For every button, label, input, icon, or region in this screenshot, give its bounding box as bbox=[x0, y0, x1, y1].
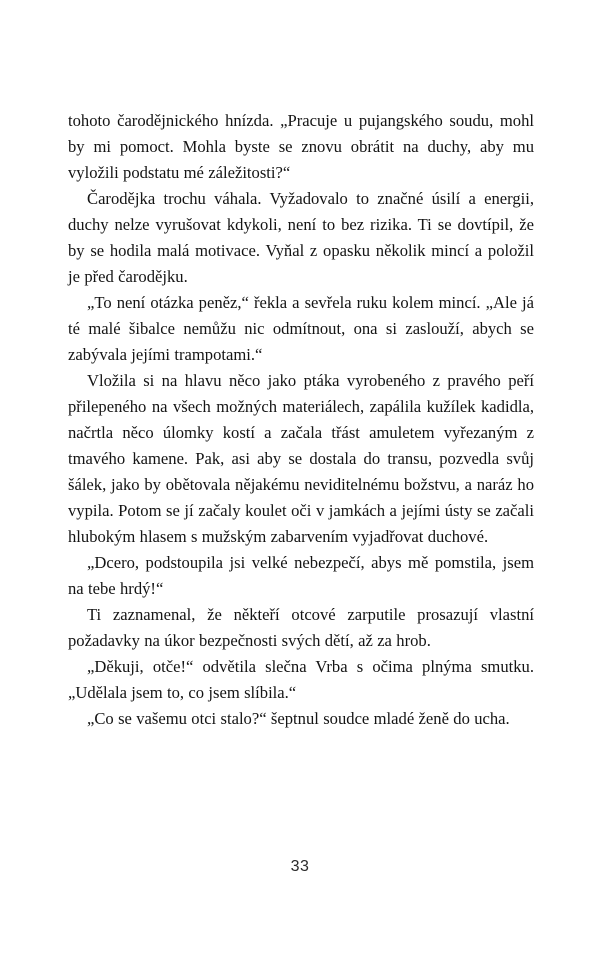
paragraph: Čarodějka trochu váhala. Vyžadovalo to značné úsilí a energii, duchy nelze vyrušovat kdykoli, není to bez rizika. Ti se dovtípil, že by se hodila malá motivace. Vyňal z opasku několik mincí a položil je před čarodějku. bbox=[68, 189, 534, 286]
paragraph: „Dcero, podstoupila jsi velké nebezpečí, abys mě pomstila, jsem na tebe hrdý!“ bbox=[68, 553, 534, 598]
paragraph: „To není otázka peněz,“ řekla a sevřela ruku kolem mincí. „Ale já té malé šibalce nemůžu nic odmítnout, ona si zaslouží, abych se zabývala jejími trampotami.“ bbox=[68, 293, 534, 364]
paragraph: tohoto čarodějnického hnízda. „Pracuje u pujangského soudu, mohl by mi pomoct. Mohla byste se znovu obrátit na duchy, aby mu vyložili podstatu mé záležitosti?“ bbox=[68, 111, 534, 182]
page-number: 33 bbox=[290, 858, 310, 875]
body-text-block bbox=[68, 108, 534, 732]
paragraph: Vložila si na hlavu něco jako ptáka vyrobeného z pravého peří přilepeného na všech možných materiálech, zapálila kužílek kadidla, načrtla něco úlomky kostí a začala třást amuletem vyřezaným z tmavého kamene. Pak, asi aby se dostala do transu, pozvedla svůj šálek, jako by obětovala nějakému neviditelnému božstvu, a naráz ho vypila. Potom se jí začaly koulet oči v jamkách a jejími ústy se začali hlubokým hlasem s mužským zabarvením vyjadřovat duchové. bbox=[68, 371, 534, 546]
paragraph: Ti zaznamenal, že někteří otcové zarputile prosazují vlastní požadavky na úkor bezpečnosti svých dětí, až za hrob. bbox=[68, 605, 534, 650]
paragraph: „Co se vašemu otci stalo?“ šeptnul soudce mladé ženě do ucha. bbox=[87, 709, 510, 728]
paragraph: „Děkuji, otče!“ odvětila slečna Vrba s očima plnýma smutku. „Udělala jsem to, co jsem slíbila.“ bbox=[68, 657, 534, 702]
